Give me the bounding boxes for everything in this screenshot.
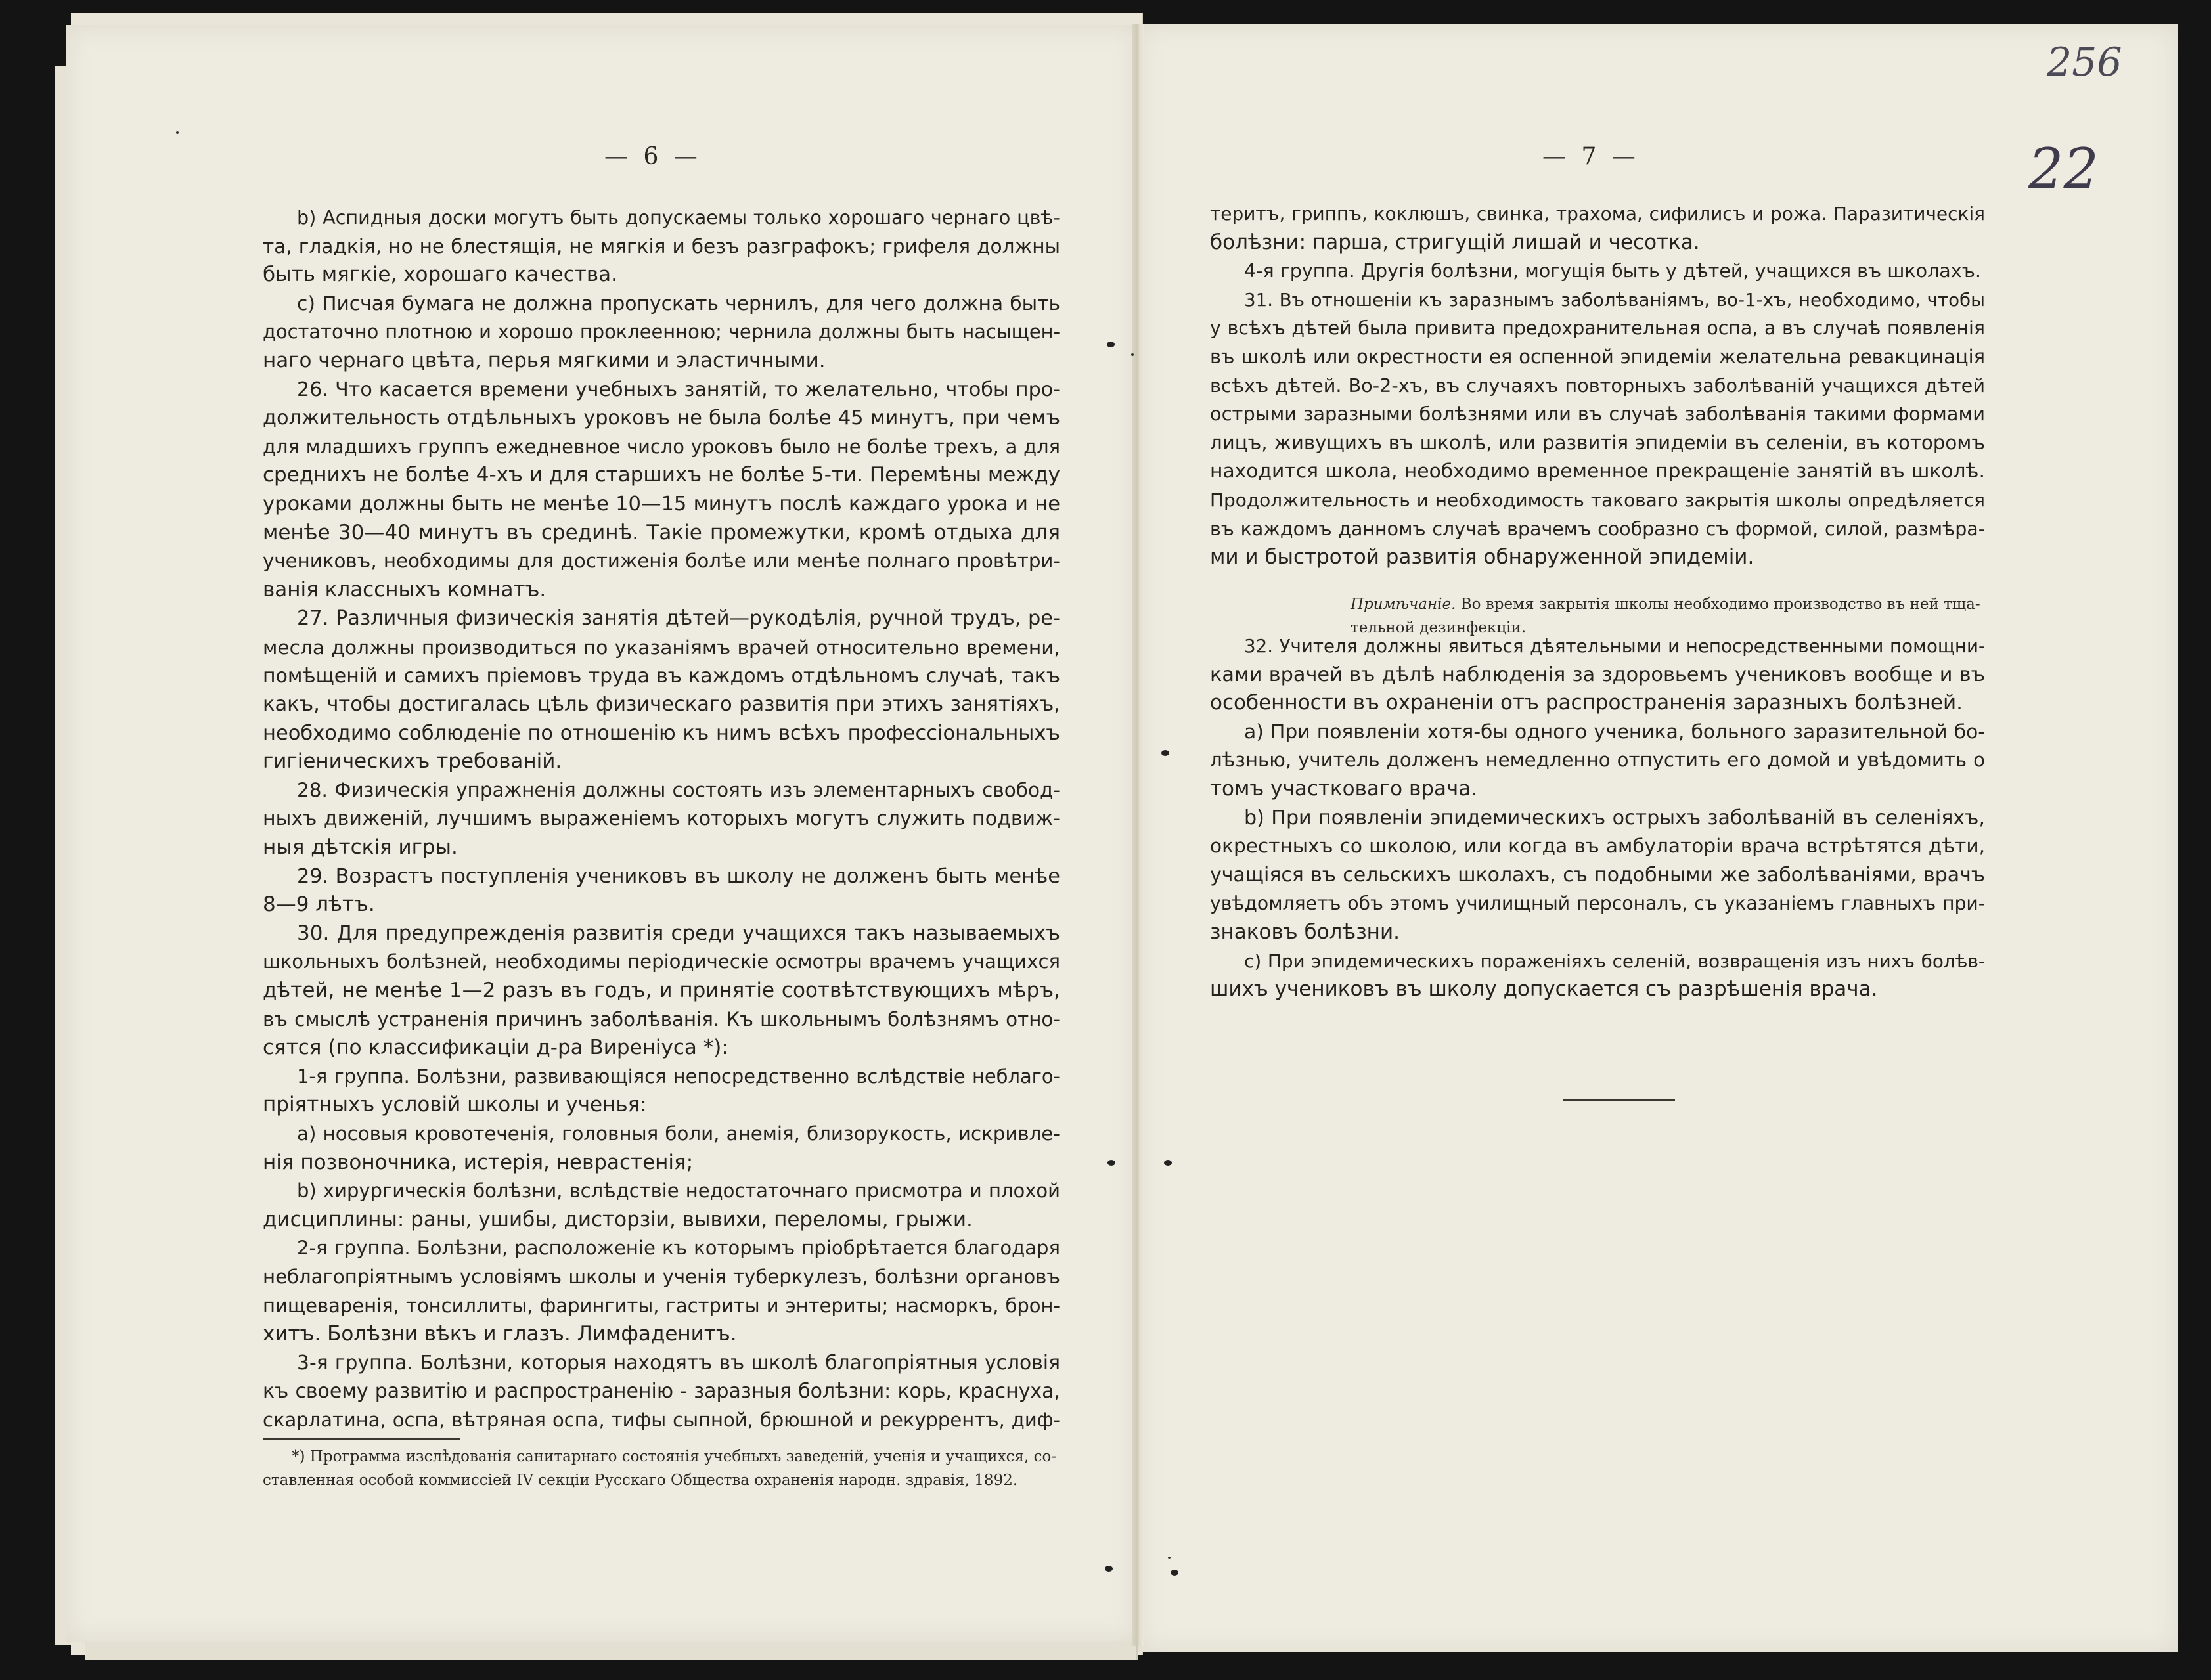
text-line: уроками должны быть не менѣе 10—15 минутъ послѣ каждаго урока и не <box>263 492 1060 516</box>
text-line: 29. Возрастъ поступленія учениковъ въ школу не долженъ быть менѣе <box>297 864 1060 888</box>
text-line: 4-я группа. Другія болѣзни, могущія быть у дѣтей, учащихся въ школахъ. <box>1244 259 1981 282</box>
text-line: c) Писчая бумага не должна пропускать чернилъ, для чего должна быть <box>297 292 1060 315</box>
text-line: у всѣхъ дѣтей была привита предохранительная оспа, а въ случаѣ появленія <box>1210 317 1985 340</box>
binding-hole <box>1107 342 1115 347</box>
text-line: учащіяся въ сельскихъ школахъ, съ подобными же заболѣваніями, врачъ <box>1210 863 1985 887</box>
text-line: необходимо соблюденіе по отношенію къ нимъ всѣхъ профессіональныхъ <box>263 721 1060 745</box>
text-line: наго чернаго цвѣта, перья мягкими и эластичными. <box>263 348 826 372</box>
text-line: дисциплины: раны, ушибы, дисторзіи, вывихи, переломы, грыжи. <box>263 1207 973 1231</box>
text-line: достаточно плотною и хорошо проклеенною; чернила должны быть насыщен- <box>263 321 1060 343</box>
text-line: неблагопріятнымъ условіямъ школы и ученія туберкулезъ, болѣзни органовъ <box>263 1265 1060 1288</box>
text-line: какъ, чтобы достигалась цѣль физическаго развитія при этихъ занятіяхъ, <box>263 693 1060 717</box>
text-line: b) хирургическія болѣзни, вслѣдствіе недостаточнаго присмотра и плохой <box>297 1180 1060 1203</box>
footnote-rule <box>263 1438 460 1440</box>
text-line: c) При эпидемическихъ пораженіяхъ селеній, возвращенія изъ нихъ болѣв- <box>1244 950 1985 972</box>
text-line: менѣе 30—40 минутъ въ срединѣ. Такіе промежутки, кромѣ отдыха для <box>263 520 1060 544</box>
speck <box>1168 1557 1171 1559</box>
text-line: особенности въ охраненіи отъ распространенія заразныхъ болѣзней. <box>1210 691 1963 715</box>
text-line: въ смыслѣ устраненія причинъ заболѣванія. Къ школьнымъ болѣзнямъ отно- <box>263 1007 1060 1030</box>
binding-hole <box>1161 750 1169 756</box>
text-line: въ каждомъ данномъ случаѣ врачемъ сообразно съ формой, силой, размѣра- <box>1210 518 1985 540</box>
note-text: Во время закрытія школы необходимо производство въ ней тща- <box>1460 596 1980 613</box>
text-line: теритъ, гриппъ, коклюшъ, свинка, трахома, сифилисъ и рожа. Паразитическія <box>1210 203 1985 225</box>
text-line: 28. Физическія упражненія должны состоять изъ элементарныхъ свобод- <box>297 778 1060 801</box>
end-rule <box>1563 1099 1675 1101</box>
text-line: та, гладкія, но не блестящія, не мягкія и безъ разграфокъ; грифеля должны <box>263 234 1060 257</box>
text-line: гигіеническихъ требованій. <box>263 749 562 774</box>
text-line: въ школѣ или окрестности ея оспенной эпидеміи желательна ревакцинація <box>1210 345 1985 368</box>
text-line: быть мягкіе, хорошаго качества. <box>263 263 617 287</box>
text-line: знаковъ болѣзни. <box>1210 919 1400 944</box>
text-line: Продолжительность и необходимость таковаго закрытія школы опредѣляется <box>1210 489 1985 511</box>
text-line: окрестныхъ со школою, или когда въ амбулаторіи врача встрѣтятся дѣти, <box>1210 835 1985 858</box>
binding-hole <box>1164 1160 1172 1166</box>
left-page-footnote <box>263 1445 1060 1492</box>
archive-sheet-number: 22 <box>2028 137 2099 201</box>
binding-hole <box>1105 1566 1113 1572</box>
text-line: къ своему развитію и распространенію - заразныя болѣзни: корь, краснуха, <box>263 1380 1060 1404</box>
text-line: находится школа, необходимо временное прекращеніе занятій въ школѣ. <box>1210 460 1985 483</box>
right-page-body <box>1210 200 1985 572</box>
text-line: 2-я группа. Болѣзни, расположеніе къ которымъ пріобрѣтается благодаря <box>297 1237 1060 1260</box>
text-line: дѣтей, не менѣе 1—2 разъ въ годъ, и принятіе соотвѣтствующихъ мѣръ, <box>263 979 1060 1003</box>
archive-folio-number: 256 <box>2047 39 2122 85</box>
text-line: 1-я группа. Болѣзни, развивающіяся непосредственно вслѣдствіе неблаго- <box>297 1065 1060 1088</box>
text-line: пріятныхъ условій школы и ученья: <box>263 1093 647 1117</box>
footnote-line: *) Программа изслѣдованія санитарнаго состоянія учебныхъ заведеній, ученія и учащихся, со- <box>292 1448 1057 1465</box>
note-label: Примѣчаніе. <box>1351 596 1456 613</box>
speck <box>1131 353 1134 356</box>
text-line: лѣзнью, учитель долженъ немедленно отпустить его домой и увѣдомить о <box>1210 749 1985 772</box>
text-line: хитъ. Болѣзни вѣкъ и глазъ. Лимфаденитъ. <box>263 1322 737 1346</box>
text-line: для младшихъ группъ ежедневное число уроковъ было не болѣе трехъ, а для <box>263 435 1060 458</box>
text-line: ныхъ движеній, лучшимъ выраженіемъ которыхъ могутъ служить подвиж- <box>263 807 1060 831</box>
text-line: 26. Что касается времени учебныхъ занятій, то желательно, чтобы про- <box>297 378 1060 401</box>
text-line: b) Аспидныя доски могутъ быть допускаемы только хорошаго чернаго цвѣ- <box>297 206 1060 229</box>
text-line: должительность отдѣльныхъ уроковъ не была болѣе 45 минутъ, при чемъ <box>263 407 1060 430</box>
text-line: скарлатина, оспа, вѣтряная оспа, тифы сыпной, брюшной и рекуррентъ, диф- <box>263 1408 1060 1431</box>
right-page-body-continued <box>1210 632 1985 1004</box>
binding-hole <box>1171 1570 1178 1576</box>
text-line: ванія классныхъ комнатъ. <box>263 577 547 602</box>
text-line: a) При появленіи хотя-бы одного ученика, больного заразительной бо- <box>1244 720 1985 743</box>
text-line: увѣдомляетъ объ этомъ училищный персоналъ, съ указаніемъ главныхъ при- <box>1210 893 1985 915</box>
text-line: 8—9 лѣтъ. <box>263 893 375 917</box>
text-line: b) При появленіи эпидемическихъ острыхъ заболѣваній въ селеніяхъ, <box>1244 806 1985 829</box>
text-line: пищеваренія, тонсиллиты, фарингиты, гастриты и энтериты; насморкъ, брон- <box>263 1294 1060 1317</box>
text-line: шихъ учениковъ въ школу допускается съ разрѣшенія врача. <box>1210 977 1878 1002</box>
right-page-number: — 7 — <box>1542 143 1640 170</box>
text-line: болѣзни: парша, стригущій лишай и чесотка. <box>1210 230 1700 254</box>
text-line: ныя дѣтскія игры. <box>263 835 458 860</box>
text-line: 3-я группа. Болѣзни, которыя находятъ въ школѣ благопріятныя условія <box>297 1351 1060 1375</box>
text-line: томъ участковаго врача. <box>1210 776 1478 801</box>
page-fold <box>1132 24 1144 1646</box>
text-line: 27. Различныя физическія занятія дѣтей—рукодѣлія, ручной трудъ, ре- <box>297 607 1060 630</box>
text-line: 30. Для предупрежденія развитія среди учащихся такъ называемыхъ <box>297 921 1060 945</box>
text-line: острыми заразными болѣзнями или въ случаѣ заболѣванія такими формами <box>1210 403 1985 426</box>
left-page-body <box>263 204 1060 1435</box>
binding-hole <box>1107 1160 1115 1166</box>
text-line: ками врачей въ дѣлѣ наблюденія за здоровьемъ учениковъ вообще и въ <box>1210 663 1985 686</box>
text-line: месла должны производиться по указаніямъ врачей относительно времени, <box>263 635 1060 659</box>
text-line: a) носовыя кровотеченія, головныя боли, анемія, близорукость, искривле- <box>297 1122 1060 1145</box>
speck <box>176 131 179 134</box>
note-line: тельной дезинфекціи. <box>1351 619 1527 636</box>
text-line: всѣхъ дѣтей. Во-2-хъ, въ случаяхъ повторныхъ заболѣваній учащихся дѣтей <box>1210 374 1985 397</box>
text-line: лицъ, живущихъ въ школѣ, или развитія эпидеміи въ селеніи, въ которомъ <box>1210 431 1985 454</box>
text-line: 31. Въ отношеніи къ заразнымъ заболѣваніямъ, во-1-хъ, необходимо, чтобы <box>1244 288 1985 311</box>
text-line: нія позвоночника, истерія, неврастенія; <box>263 1150 694 1174</box>
text-line: среднихъ не болѣе 4-хъ и для старшихъ не болѣе 5-ти. Перемѣны между <box>263 463 1060 487</box>
footnote-line: ставленная особой коммиссіей IV секціи Русскаго Общества охраненія народн. здравія, 1892. <box>263 1472 1018 1489</box>
note-line <box>1210 592 1985 616</box>
text-line: 32. Учителя должны явиться дѣятельными и непосредственными помощни- <box>1244 635 1985 657</box>
text-line: школьныхъ болѣзней, необходимы періодическіе осмотры врачемъ учащихся <box>263 950 1060 973</box>
text-line: помѣщеній и самихъ пріемовъ труда въ каждомъ отдѣльномъ случаѣ, такъ <box>263 664 1060 688</box>
text-line: сятся (по классификаціи д-ра Виреніуса *): <box>263 1036 728 1060</box>
text-line: учениковъ, необходимы для достиженія болѣе или менѣе полнаго провѣтри- <box>263 550 1060 573</box>
left-page-number: — 6 — <box>604 143 702 170</box>
text-line: ми и быстротой развитія обнаруженной эпидеміи. <box>1210 545 1754 569</box>
